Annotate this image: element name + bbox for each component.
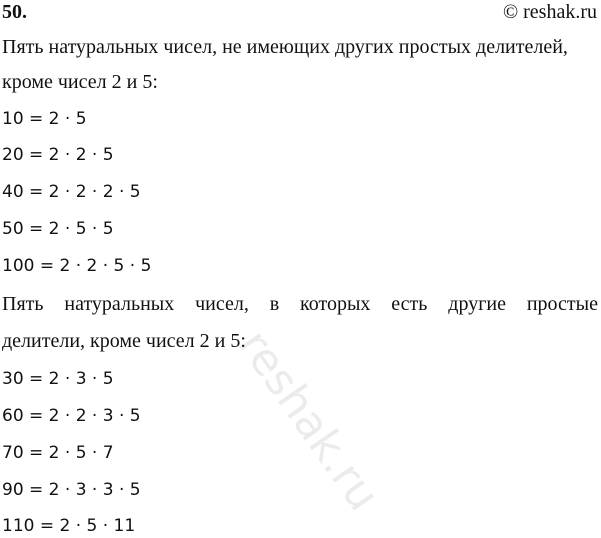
equation: 20 = 2 · 2 · 5 — [2, 145, 114, 165]
equation: 30 = 2 · 3 · 5 — [2, 369, 114, 389]
equation: 40 = 2 · 2 · 2 · 5 — [2, 182, 141, 202]
section1-text-1: Пять натуральных чисел, не имеющих других простых делителей, — [2, 36, 568, 58]
equation: 110 = 2 · 5 · 11 — [2, 516, 136, 536]
equation: 100 = 2 · 2 · 5 · 5 — [2, 256, 152, 276]
equation: 90 = 2 · 3 · 3 · 5 — [2, 480, 141, 500]
copyright: © reshak.ru — [502, 1, 597, 23]
equation: 50 = 2 · 5 · 5 — [2, 219, 114, 239]
watermark: reshak.ru — [228, 320, 390, 521]
equation: 60 = 2 · 2 · 3 · 5 — [2, 406, 141, 426]
section1-text-2: кроме чисел 2 и 5: — [2, 71, 158, 93]
problem-number: 50. — [2, 1, 27, 23]
section2-text-1: Пять натуральных чисел, в которых есть другие простые — [2, 293, 598, 315]
section2-text-2: делители, кроме чисел 2 и 5: — [2, 330, 246, 352]
equation: 70 = 2 · 5 · 7 — [2, 443, 114, 463]
equation: 10 = 2 · 5 — [2, 109, 87, 129]
